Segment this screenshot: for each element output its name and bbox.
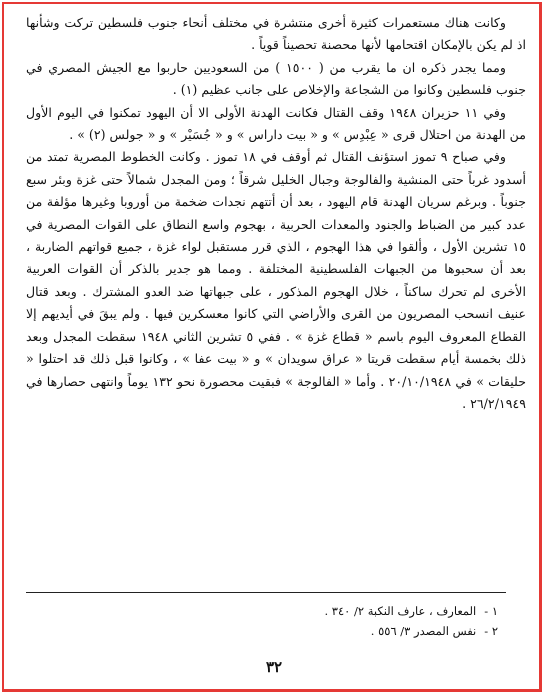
footnote-list: [26, 601, 526, 641]
paragraph-4: وفي صباح ٩ تموز استؤنف القتال ثم أوقف في ١٨ تموز . وكانت الخطوط المصرية تمتد من أسدود غرباً حتى المنشية والفالوجة وجبال الخليل شرقاً ؛ ومن المجدل شمالاً حتى غزة وبئر سبع جنوباً . وبرغم سريان الهدنة قام اليهود ، بعد أن أتتهم نجدات ضخمة من أوروبا وغيرها مؤلفة من عدد كبير من الضباط والجنود والمعدات الحربية ، بهجوم واسع النطاق على القوات المصرية في ١٥ تشرين الأول ، وألقوا في هذا الهجوم ، الذي قرر مستقبل لواء غزة ، جميع قواتهم الضاربة ، بعد أن سحبوها من الجبهات الفلسطينية المختلفة . ومما هو جدير بالذكر أن القوات العربية الأخرى لم تحرك ساكناً ، خلال الهجوم المذكور ، على جبهاتها ضد العدو المشترك . وبعد قتال عنيف انسحب المصريون من القرى والأراضي التي كانوا معسكرين فيها . ولم يبقَ في أيديهم إلا القطاع المعروف اليوم باسم « قطاع غزة » . ففي ٥ تشرين الثاني ١٩٤٨ سقطت المجدل وبعد ذلك بخمسة أيام سقطت قريتا « عراق سويدان » و « بيت عفا » ، وكانوا قبل ذلك قد احتلوا « حليقات » في ٢٠/١٠/١٩٤٨ . وأما « الفالوجة » فبقيت محصورة نحو ١٣٢ يوماً وانتهى حصارها في ٢٦/٢/١٩٤٩ .: [26, 149, 527, 411]
footnote-2: [26, 621, 498, 641]
footnote-1: [26, 601, 498, 621]
footnote-2-text: نفس المصدر ٣/ ٥٥٦ .: [370, 624, 477, 638]
page-body: [26, 12, 526, 652]
footnote-1-number: ١ -: [484, 604, 498, 618]
paragraph-3: وفي ١١ حزيران ١٩٤٨ وقف القتال فكانت الهدنة الأولى الا أن اليهود تمكنوا في اليوم الأول من الهدنة من احتلال قرى « عِبْدِس » و « بيت داراس » و « جُسَيْر » و « جولس (٢) » .: [26, 104, 526, 143]
footnote-1-text: المعارف ، عارف النكبة ٢/ ٣٤٠ .: [324, 604, 477, 618]
paragraph-2: ومما يجدر ذكره ان ما يقرب من ( ١٥٠٠ ) من السعوديين حاربوا مع الجيش المصري في جنوب فلسطين وكانوا من الشجاعة والإخلاص على جانب عظيم (١) .: [26, 59, 526, 98]
footnote-2-number: ٢ -: [484, 624, 498, 638]
footnotes: [26, 592, 526, 641]
page-frame: [2, 2, 542, 692]
paragraph-1: وكانت هناك مستعمرات كثيرة أخرى منتشرة في مختلف أنحاء جنوب فلسطين تركت وشأنها اذ لم يكن بالإمكان اقتحامها لأنها محصنة تحصيناً قوياً .: [26, 15, 526, 53]
footnote-divider: [26, 592, 506, 593]
page-number: ٣٢: [265, 658, 283, 676]
